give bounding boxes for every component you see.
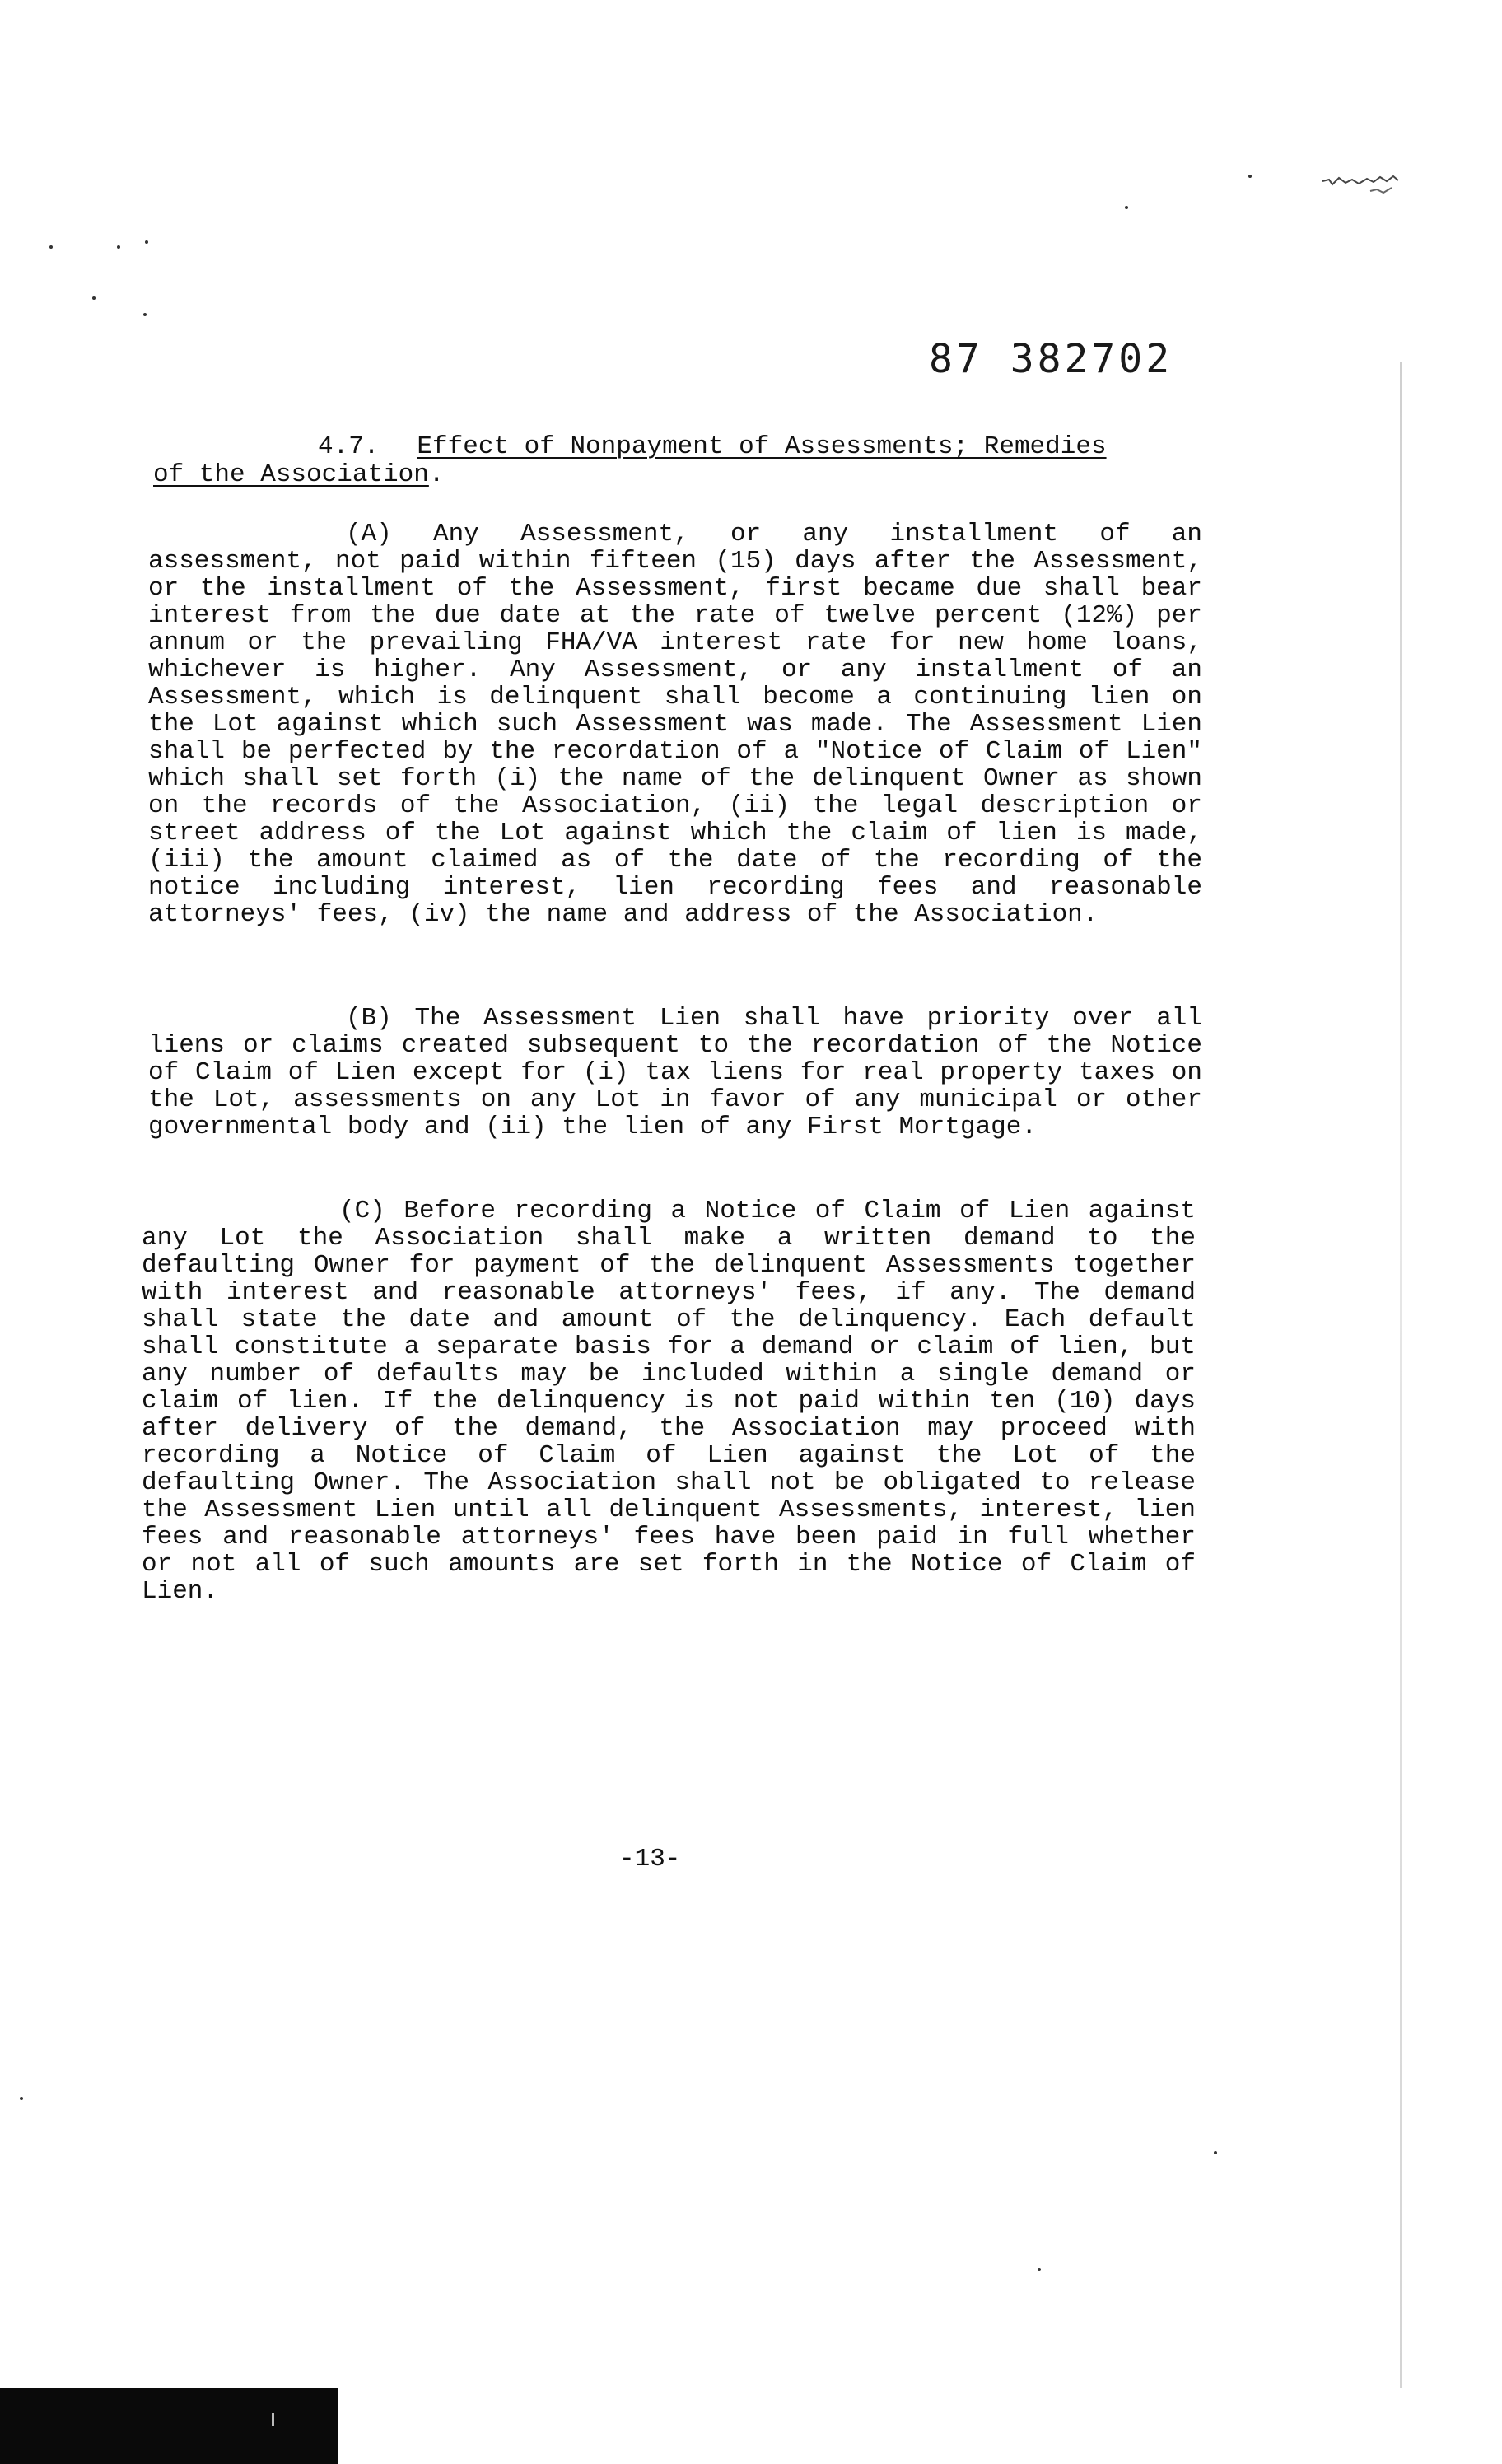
- section-title-part1: Effect of Nonpayment of Assessments; Remedies: [417, 432, 1107, 461]
- paragraph-a: [148, 520, 1202, 928]
- scan-speck: [20, 2097, 23, 2100]
- paragraph-c-text: (C) Before recording a Notice of Claim of Lien against any Lot the Association shall make a written demand to the defaulting Owner for payment of the delinquent Assessments together with interest and reasonable attorneys' fees, if any. The demand shall state the date and amount of the delinquency. Each default shall constitute a separate basis for a demand or claim of lien, but any number of defaults may be included within a single demand or claim of lien. If the delinquency is not paid within ten (10) days after delivery of the demand, the Association may proceed with recording a Notice of Claim of Lien against the Lot of the defaulting Owner. The Association shall not be obligated to release the Assessment Lien until all delinquent Assessments, interest, lien fees and reasonable attorneys' fees have been paid in full whether or not all of such amounts are set forth in the Notice of Claim of Lien.: [142, 1197, 1196, 1606]
- scan-speck: [143, 313, 147, 316]
- scan-black-bar: [0, 2388, 338, 2464]
- scan-speck: [92, 296, 96, 300]
- section-number: 4.7.: [318, 432, 380, 461]
- scan-speck: [49, 245, 53, 249]
- scan-speck: [1248, 175, 1252, 178]
- paragraph-b: [148, 1005, 1202, 1141]
- scan-speck: [117, 245, 120, 249]
- page-number: -13-: [619, 1845, 681, 1874]
- scan-speck: [145, 240, 148, 244]
- scan-edge-line: [1400, 362, 1402, 2388]
- margin-scribble-mark: [1321, 170, 1400, 198]
- recording-number: 87 382702: [929, 336, 1173, 382]
- scan-speck: [1038, 2268, 1041, 2271]
- scan-speck: [1214, 2151, 1217, 2154]
- paragraph-b-text: (B) The Assessment Lien shall have priority over all liens or claims created subsequent to the recordation of the Notice of Claim of Lien except for (i) tax liens for real property taxes on the Lot, assessments on any Lot in favor of any municipal or other governmental body and (ii) the lien of any First Mortgage.: [148, 1004, 1202, 1141]
- paragraph-a-text: (A) Any Assessment, or any installment of an assessment, not paid within fifteen (15) days after the Assessment, or the installment of the Assessment, first became due shall bear interest from the due date at the rate of twelve percent (12%) per annum or the prevailing FHA/VA interest rate for new home loans, whichever is higher. Any Assessment, or any installment of an Assessment, which is delinquent shall become a continuing lien on the Lot against which such Assessment was made. The Assessment Lien shall be perfected by the recordation of a "Notice of Claim of Lien" which shall set forth (i) the name of the delinquent Owner as shown on the records of the Association, (ii) the legal description or street address of the Lot against which the claim of lien is made, (iii) the amount claimed as of the date of the recording of the notice including interest, lien recording fees and reasonable attorneys' fees, (iv) the name and address of the Association.: [148, 520, 1202, 929]
- paragraph-c: [142, 1197, 1196, 1605]
- scan-speck: [272, 2413, 274, 2426]
- section-title-part2: of the Association: [153, 460, 429, 489]
- section-title-end: .: [428, 460, 445, 489]
- section-heading: [153, 433, 1215, 489]
- scan-speck: [1125, 206, 1128, 209]
